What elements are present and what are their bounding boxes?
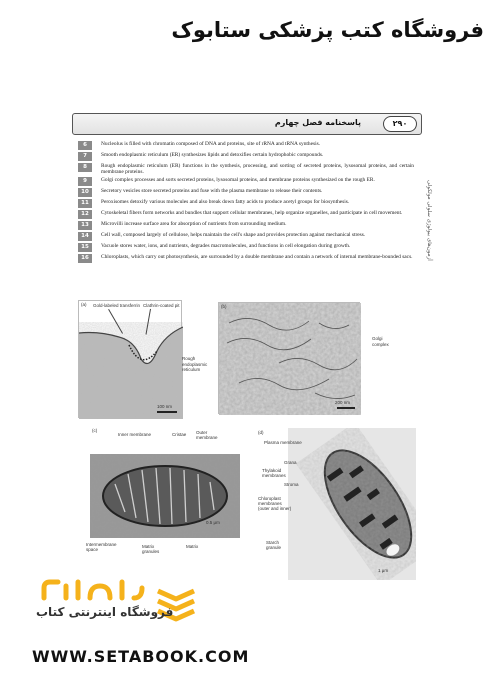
footer-url: WWW.SETABOOK.COM <box>32 647 250 666</box>
micrograph-c <box>90 454 240 538</box>
answer-row <box>78 199 414 208</box>
store-banner: فروشگاه کتب پزشکی ستابوک <box>171 18 484 42</box>
answer-number: 9 <box>78 177 92 186</box>
answer-number: 10 <box>78 188 92 197</box>
chapter-title: پاسخنامه فصل چهارم <box>274 118 361 127</box>
answer-row <box>78 141 414 150</box>
answer-row <box>78 163 414 175</box>
chapter-header <box>72 113 422 135</box>
answer-number: 8 <box>78 163 92 172</box>
answer-text: Smooth endoplasmic reticulum (ER) synthesizes lipids and detoxifies certain hydrophobic compounds. <box>101 152 324 158</box>
side-label: آزمون‌های بیولوژی سلولی مولکولی <box>426 180 432 261</box>
callout-label: Cristae <box>172 432 187 437</box>
callout-label: Clathrin-coated pit <box>143 303 180 308</box>
answer-row <box>78 210 414 219</box>
panel-label: (d) <box>258 430 264 435</box>
answer-text: Chloroplasts, which carry out photosynthesis, are surrounded by a double membrane and contain a network of internal membrane-bounded sacs. <box>101 254 413 261</box>
answer-number: 13 <box>78 221 92 230</box>
panel-label: (b) <box>221 304 227 309</box>
answer-number: 6 <box>78 141 92 150</box>
answer-list <box>78 141 414 265</box>
scale-bar <box>157 411 177 413</box>
setabook-wordmark-icon <box>38 578 148 604</box>
answer-number: 16 <box>78 254 92 263</box>
micrograph-a-image <box>79 301 183 419</box>
callout-label: Outer membrane <box>196 430 218 440</box>
answer-row <box>78 243 414 252</box>
callout-label: Golgi complex <box>372 336 389 347</box>
micrograph-d <box>288 428 416 580</box>
micrograph-b <box>218 302 360 414</box>
answer-text: Microvilli increase surface area for absorption of nutrients from surrounding medium. <box>101 221 287 228</box>
answer-text: Vacuole stores water, ions, and nutrients, degrades macromolecules, and functions in cell elongation during growth. <box>101 243 351 250</box>
callout-label: Stroma <box>284 482 299 487</box>
answer-row <box>78 254 414 263</box>
scale-label: 100 nm <box>157 404 173 409</box>
scale-label: 200 nm <box>335 400 351 405</box>
answer-row <box>78 232 414 241</box>
answer-row <box>78 177 414 186</box>
answer-text: Peroxisomes detoxify various molecules and also break down fatty acids to produce acetyl groups for biosynthesis. <box>101 199 350 206</box>
answer-text: Nucleolus is filled with chromatin composed of DNA and proteins, site of rRNA and tRNA synthesis. <box>101 141 321 147</box>
answer-number: 7 <box>78 152 92 161</box>
answer-text: Golgi complex processes and sorts secreted proteins, lysosomal proteins, and membrane proteins synthesized on the rough ER. <box>101 177 375 184</box>
answer-number: 11 <box>78 199 92 208</box>
micrograph-c-image <box>90 454 240 538</box>
answer-text: Cell wall, composed largely of cellulose, helps maintain the cell's shape and provides protection against mechanical stress. <box>101 232 366 239</box>
answer-number: 15 <box>78 243 92 252</box>
answer-row <box>78 221 414 230</box>
micrograph-d-image <box>288 428 416 580</box>
scale-label: 0.5 μm <box>206 520 220 525</box>
callout-label: Matrix granules <box>142 544 160 554</box>
callout-label: Intermembrane space <box>86 542 117 552</box>
answer-row <box>78 188 414 197</box>
scale-label: 1 μm <box>378 568 389 573</box>
callout-label: Thylakoid membranes <box>262 468 286 478</box>
callout-label: Starch granule <box>266 540 282 550</box>
panel-label: (a) <box>81 302 87 307</box>
logo-tagline: فروشگاه اینترنتی کتاب <box>36 605 174 619</box>
micrograph-b-image <box>219 303 361 415</box>
answer-number: 14 <box>78 232 92 241</box>
callout-label: Plasma membrane <box>264 440 302 445</box>
answer-row <box>78 152 414 161</box>
callout-label: Gold-labeled transferrin <box>93 303 141 308</box>
callout-label: Grana <box>284 460 297 465</box>
answer-text: Cytoskeletal fibers form networks and bundles that support cellular membranes, help organize organelles, and participate in cell movement. <box>101 210 403 217</box>
scale-bar <box>337 407 355 409</box>
callout-label: Inner membrane <box>118 432 152 437</box>
panel-label: (c) <box>92 428 98 433</box>
answer-text: Rough endoplasmic reticulum (ER) functions in the synthesis, processing, and sorting of secreted proteins, lysosomal proteins, and certain membrane proteins. <box>101 163 414 176</box>
answer-number: 12 <box>78 210 92 219</box>
page-number: ۲۹۰ <box>383 116 417 132</box>
callout-label: Chloroplast membranes (outer and inner) <box>258 496 292 511</box>
callout-label: Rough endoplasmic reticulum <box>182 356 208 372</box>
micrograph-a <box>78 300 182 418</box>
callout-label: Matrix <box>186 544 199 549</box>
answer-text: Secretory vesicles store secreted proteins and fuse with the plasma membrane to release their contents. <box>101 188 323 195</box>
